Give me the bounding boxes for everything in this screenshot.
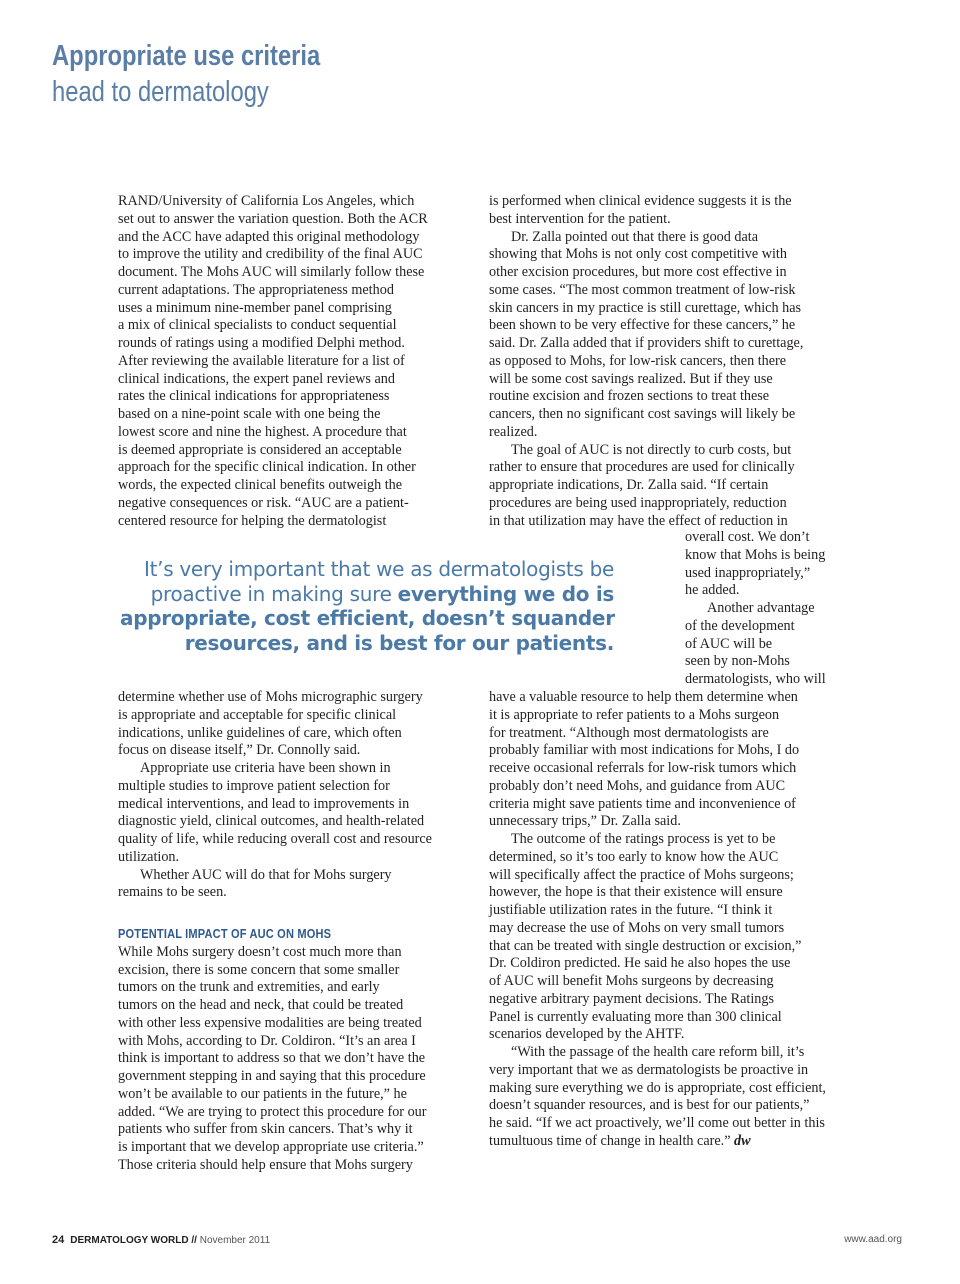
text-line: scenarios developed by the AHTF. — [489, 1026, 685, 1043]
text-line: multiple studies to improve patient selection for — [118, 777, 390, 794]
text-line: quality of life, while reducing overall cost and resource — [118, 831, 432, 847]
text-line: in that utilization may have the effect of reduction in — [489, 512, 788, 529]
paragraph — [118, 689, 468, 760]
text-line: rates the clinical indications for appropriateness — [118, 388, 390, 405]
text-line: determine whether use of Mohs micrographic surgery — [118, 689, 423, 705]
text-line: and the ACC have adapted this original methodology — [118, 228, 420, 245]
text-line: After reviewing the available literature for a list of — [118, 352, 405, 369]
column-right-bottom — [489, 689, 849, 1151]
text-line: negative consequences or risk. “AUC are a patient- — [118, 494, 409, 511]
text-line: clinical indications, the expert panel reviews and — [118, 370, 395, 387]
text-line: negative arbitrary payment decisions. The Ratings — [489, 990, 774, 1007]
text-line: of the development — [685, 617, 795, 634]
text-line: determined, so it’s too early to know how the AUC — [489, 848, 779, 865]
article-title: Appropriate use criteria — [52, 40, 321, 72]
text-line: probably don’t need Mohs, and guidance from AUC — [489, 777, 786, 794]
text-line: skin cancers in my practice is still curettage, which has — [489, 299, 802, 316]
text-line: seen by non-Mohs — [685, 653, 790, 670]
text-line: however, the hope is that their existence will ensure — [489, 884, 783, 901]
paragraph — [489, 193, 849, 229]
text-line: criteria might save patients time and inconvenience of — [489, 795, 796, 812]
text-line: with Mohs, according to Dr. Coldiron. “It’s an area I — [118, 1032, 416, 1049]
signoff: dw — [734, 1132, 751, 1149]
text-line: have a valuable resource to help them determine when — [489, 689, 798, 705]
text-line: overall cost. We don’t — [685, 529, 810, 545]
text-line: current adaptations. The appropriateness method — [118, 281, 394, 298]
text-line: of AUC will be — [685, 635, 773, 652]
paragraph — [118, 760, 468, 867]
text-line: won’t be available to our patients in the future,” he — [118, 1085, 407, 1102]
text-line: Appropriate use criteria have been shown in — [140, 760, 391, 776]
text-line: is important that we develop appropriate use criteria.” — [118, 1139, 424, 1155]
paragraph — [489, 1044, 849, 1151]
pull-quote-line: appropriate, cost efficient, doesn’t squander — [120, 606, 615, 630]
paragraph — [118, 193, 468, 530]
pull-quote-line: resources, and is best for our patients. — [184, 630, 614, 655]
text-line: While Mohs surgery doesn’t cost much more than — [118, 943, 402, 960]
text-line: Another advantage — [707, 600, 815, 616]
text-line: know that Mohs is being — [685, 546, 826, 563]
text-line: a mix of clinical specialists to conduct sequential — [118, 317, 397, 334]
text-line: added. “We are trying to protect this procedure for our — [118, 1103, 427, 1120]
text-line: words, the expected clinical benefits outweigh the — [118, 477, 403, 493]
text-line: of AUC will benefit Mohs surgeons by decreasing — [489, 973, 774, 989]
column-right-top — [489, 193, 849, 530]
text-line: Whether AUC will do that for Mohs surgery — [140, 866, 392, 883]
text-line: The outcome of the ratings process is yet to be — [511, 831, 776, 847]
text-line: as opposed to Mohs, for low-risk cancers, then there — [489, 352, 787, 369]
text-line: it is appropriate to refer patients to a Mohs surgeon — [489, 706, 780, 723]
text-line-content: tumultuous time of change in health care.” — [489, 1132, 735, 1149]
pull-quote-text-bold: everything we do is — [397, 581, 614, 606]
text-line: tumors on the trunk and extremities, and early — [118, 979, 380, 996]
text-line: Panel is currently evaluating more than 300 clinical — [489, 1008, 782, 1025]
text-line: showing that Mohs is not only cost competitive with — [489, 246, 787, 263]
paragraph — [118, 867, 468, 903]
text-line: said. Dr. Zalla added that if providers shift to curettage, — [489, 335, 804, 351]
text-line: very important that we as dermatologists be proactive in — [489, 1061, 809, 1078]
text-line: is performed when clinical evidence suggests it is the — [489, 193, 792, 209]
text-line: focus on disease itself,” Dr. Connolly said. — [118, 742, 361, 759]
article-subtitle: head to dermatology — [52, 76, 269, 108]
section-subhead: POTENTIAL IMPACT OF AUC ON MOHS — [118, 926, 332, 941]
paragraph — [489, 442, 849, 531]
text-line — [489, 1133, 849, 1151]
text-line: document. The Mohs AUC will similarly follow these — [118, 264, 425, 280]
publication-name: DERMATOLOGY WORLD — [70, 1235, 189, 1246]
column-right-narrow — [685, 529, 855, 689]
text-line: making sure everything we do is appropriate, cost efficient, — [489, 1079, 826, 1096]
text-line: other excision procedures, but more cost effective in — [489, 264, 787, 280]
text-line: set out to answer the variation question. Both the ACR — [118, 210, 428, 227]
footer-separator: // — [188, 1235, 200, 1246]
paragraph — [685, 529, 855, 600]
text-line: routine excision and frozen sections to treat these — [489, 388, 770, 405]
text-line: doesn’t squander resources, and is best for our patients,” — [489, 1097, 810, 1114]
text-line: unnecessary trips,” Dr. Zalla said. — [489, 813, 681, 830]
paragraph — [489, 689, 849, 831]
pull-quote-line — [120, 582, 614, 607]
text-line: he added. — [685, 582, 740, 599]
column-left-bottom — [118, 689, 468, 1175]
text-line: with other less expensive modalities are being treated — [118, 1014, 422, 1031]
pull-quote-text-light: proactive in making sure — [150, 581, 398, 606]
text-line: RAND/University of California Los Angeles, which — [118, 193, 415, 209]
issue-date: November 2011 — [199, 1235, 271, 1246]
paragraph — [118, 944, 468, 1175]
text-line: lowest score and nine the highest. A procedure that — [118, 423, 407, 440]
page-footer — [52, 1234, 902, 1246]
text-line: diagnostic yield, clinical outcomes, and health-related — [118, 813, 425, 830]
paragraph — [489, 831, 849, 1044]
page-number: 24 — [52, 1234, 65, 1246]
text-line: will specifically affect the practice of Mohs surgeons; — [489, 866, 794, 883]
text-line: Those criteria should help ensure that Mohs surgery — [118, 1156, 413, 1173]
text-line: some cases. “The most common treatment of low-risk — [489, 281, 796, 298]
column-left-top — [118, 193, 468, 530]
text-line: for treatment. “Although most dermatologists are — [489, 724, 769, 741]
text-line: think is important to address so that we don’t have the — [118, 1050, 426, 1067]
text-line: indications, unlike guidelines of care, which often — [118, 724, 402, 741]
text-line: rounds of ratings using a modified Delphi method. — [118, 335, 405, 351]
text-line: tumors on the head and neck, that could be treated — [118, 997, 404, 1013]
text-line: Dr. Coldiron predicted. He said he also hopes the use — [489, 955, 791, 972]
text-line: to improve the utility and credibility of the final AUC — [118, 246, 423, 263]
text-line: remains to be seen. — [118, 884, 227, 901]
text-line: is deemed appropriate is considered an acceptable — [118, 441, 402, 458]
text-line: appropriate indications, Dr. Zalla said. “If certain — [489, 477, 769, 493]
text-line: best intervention for the patient. — [489, 210, 671, 227]
text-line: he said. “If we act proactively, we’ll come out better in this — [489, 1115, 825, 1131]
text-line: Dr. Zalla pointed out that there is good data — [511, 228, 759, 245]
pull-quote-line: It’s very important that we as dermatologists be — [144, 557, 614, 581]
article-header — [52, 38, 652, 110]
text-line: is appropriate and acceptable for specific clinical — [118, 706, 397, 723]
paragraph — [489, 229, 849, 442]
text-line: realized. — [489, 423, 538, 440]
paragraph — [685, 600, 855, 689]
text-line: been shown to be very effective for these cancers,” he — [489, 317, 796, 334]
text-line: patients who suffer from skin cancers. That’s why it — [118, 1121, 413, 1138]
pull-quote — [120, 557, 614, 655]
text-line: The goal of AUC is not directly to curb costs, but — [511, 441, 792, 458]
text-line: based on a nine-point scale with one being the — [118, 406, 381, 422]
text-line: may decrease the use of Mohs on very small tumors — [489, 919, 785, 936]
text-line: justifiable utilization rates in the future. “I think it — [489, 902, 773, 918]
text-line: medical interventions, and lead to improvements in — [118, 795, 410, 812]
text-line: government stepping in and saying that this procedure — [118, 1068, 426, 1084]
text-line: utilization. — [118, 848, 180, 865]
text-line: excision, there is some concern that some smaller — [118, 961, 400, 978]
text-line: will be some cost savings realized. But if they use — [489, 370, 773, 387]
text-line: centered resource for helping the dermatologist — [118, 512, 387, 529]
text-line: probably familiar with most indications for Mohs, I do — [489, 742, 800, 759]
text-line: uses a minimum nine-member panel comprising — [118, 299, 392, 316]
website-link[interactable]: www.aad.org — [844, 1234, 902, 1245]
text-line: cancers, then no significant cost savings will likely be — [489, 406, 796, 422]
text-line: rather to ensure that procedures are used for clinically — [489, 459, 795, 476]
text-line: that can be treated with single destruction or excision,” — [489, 937, 802, 954]
text-line: procedures are being used inappropriately, reduction — [489, 494, 787, 511]
text-line: receive occasional referrals for low-risk tumors which — [489, 760, 797, 776]
text-line: used inappropriately,” — [685, 564, 811, 581]
text-line: approach for the specific clinical indication. In other — [118, 459, 416, 476]
text-line: “With the passage of the health care reform bill, it’s — [511, 1044, 805, 1060]
text-line: dermatologists, who will — [685, 671, 826, 687]
